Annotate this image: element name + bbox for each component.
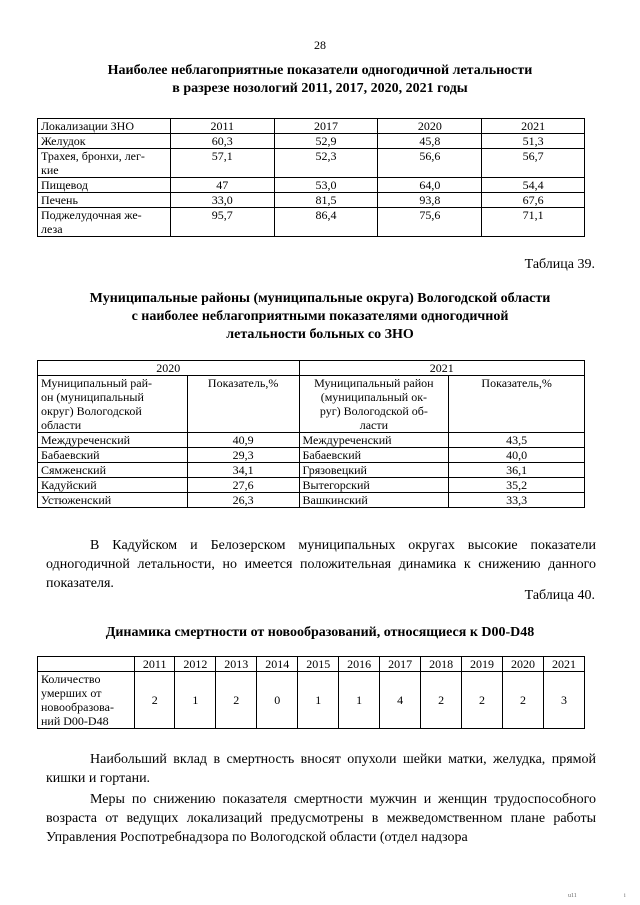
paragraph-largest-contribution: Наибольший вклад в смертность вносят опухоли шейки матки, желудка, прямой кишки и гортани. [46, 752, 596, 786]
table-header-row [38, 119, 585, 134]
table-row: Пищевод 47 53,0 64,0 54,4 [38, 178, 585, 193]
year-cell: 2019 [462, 657, 503, 672]
table-header-row [38, 361, 585, 376]
table39-label: Таблица 39. [524, 257, 595, 272]
header-cell: 2021 [482, 119, 585, 134]
year-header: 2021 [299, 361, 584, 376]
year-cell: 2014 [257, 657, 298, 672]
header-cell: 2011 [170, 119, 274, 134]
year-cell: 2011 [135, 657, 175, 672]
table-row: Печень 33,0 81,5 93,8 67,6 [38, 193, 585, 208]
footer-mark: i [624, 893, 626, 899]
table-row: Бабаевский 29,3 Бабаевский 40,0 [38, 448, 585, 463]
year-cell: 2013 [216, 657, 257, 672]
year-cell: 2016 [339, 657, 380, 672]
table40-label: Таблица 40. [524, 588, 595, 603]
table38 [37, 118, 585, 237]
year-cell: 2021 [543, 657, 584, 672]
value-cell: 2 [421, 672, 462, 729]
table39 [37, 360, 585, 508]
table40-title: Динамика смертности от новообразований, относящиеся к D00-D48 [105, 625, 535, 640]
paragraph-kaduy: В Кадуйском и Белозерском муниципальных округах высокие показатели одногодичной летальности, но имеется положительная динамика к снижению данного показателя. [46, 538, 596, 591]
table-row: Трахея, бронхи, лег- кие 57,1 52,3 56,6 56,7 [38, 149, 585, 178]
value-cell: 4 [380, 672, 421, 729]
table-header-row [38, 657, 585, 672]
value-cell: 2 [462, 672, 503, 729]
table-row: Кадуйский 27,6 Вытегорский 35,2 [38, 478, 585, 493]
year-cell: 2012 [175, 657, 216, 672]
header-cell: Локализации ЗНО [38, 119, 171, 134]
value-cell: 2 [503, 672, 544, 729]
value-cell: 2 [135, 672, 175, 729]
value-cell: 2 [216, 672, 257, 729]
row-label: Количество умерших от новообразова- ний D00-D48 [38, 672, 135, 729]
table40 [37, 656, 585, 729]
value-cell: 0 [257, 672, 298, 729]
header-cell: 2017 [274, 119, 378, 134]
table39-title: Муниципальные районы (муниципальные округа) Вологодской области с наиболее неблагоприятными показателями одногодичной летальности больных со ЗНО [89, 291, 551, 342]
table-row: Междуреченский 40,9 Междуреченский 43,5 [38, 433, 585, 448]
year-cell: 2017 [380, 657, 421, 672]
value-cell: 1 [298, 672, 339, 729]
table-row: Желудок 60,3 52,9 45,8 51,3 [38, 134, 585, 149]
header-cell: 2020 [378, 119, 482, 134]
footer-mark: u11 [568, 893, 577, 899]
value-cell: 1 [175, 672, 216, 729]
table-row [38, 672, 585, 729]
value-cell: 1 [339, 672, 380, 729]
paragraph-measures: Меры по снижению показателя смертности мужчин и женщин трудоспособного возраста от ведущих локализаций предусмотрены в межведомственном плане работы Управления Роспотребнадзора по Вологодской области (отдел надзора [46, 792, 596, 845]
year-cell: 2018 [421, 657, 462, 672]
table-row: Сямженский 34,1 Грязовецкий 36,1 [38, 463, 585, 478]
year-header: 2020 [38, 361, 300, 376]
value-cell: 3 [543, 672, 584, 729]
table-header-row: Муниципальный рай- он (муниципальный округ) Вологодской области Показатель,% Муниципальный район (муниципальный ок- руг) Вологодской об- ласти Показатель,% [38, 376, 585, 433]
page-number: 28 [314, 38, 326, 52]
table-row: Поджелудочная же- леза 95,7 86,4 75,6 71,1 [38, 208, 585, 237]
table38-title: Наиболее неблагоприятные показатели одногодичной летальности в разрезе нозологий 2011, 2017, 2020, 2021 годы [107, 63, 533, 96]
table-row: Устюженский 26,3 Вашкинский 33,3 [38, 493, 585, 508]
year-cell: 2015 [298, 657, 339, 672]
year-cell: 2020 [503, 657, 544, 672]
